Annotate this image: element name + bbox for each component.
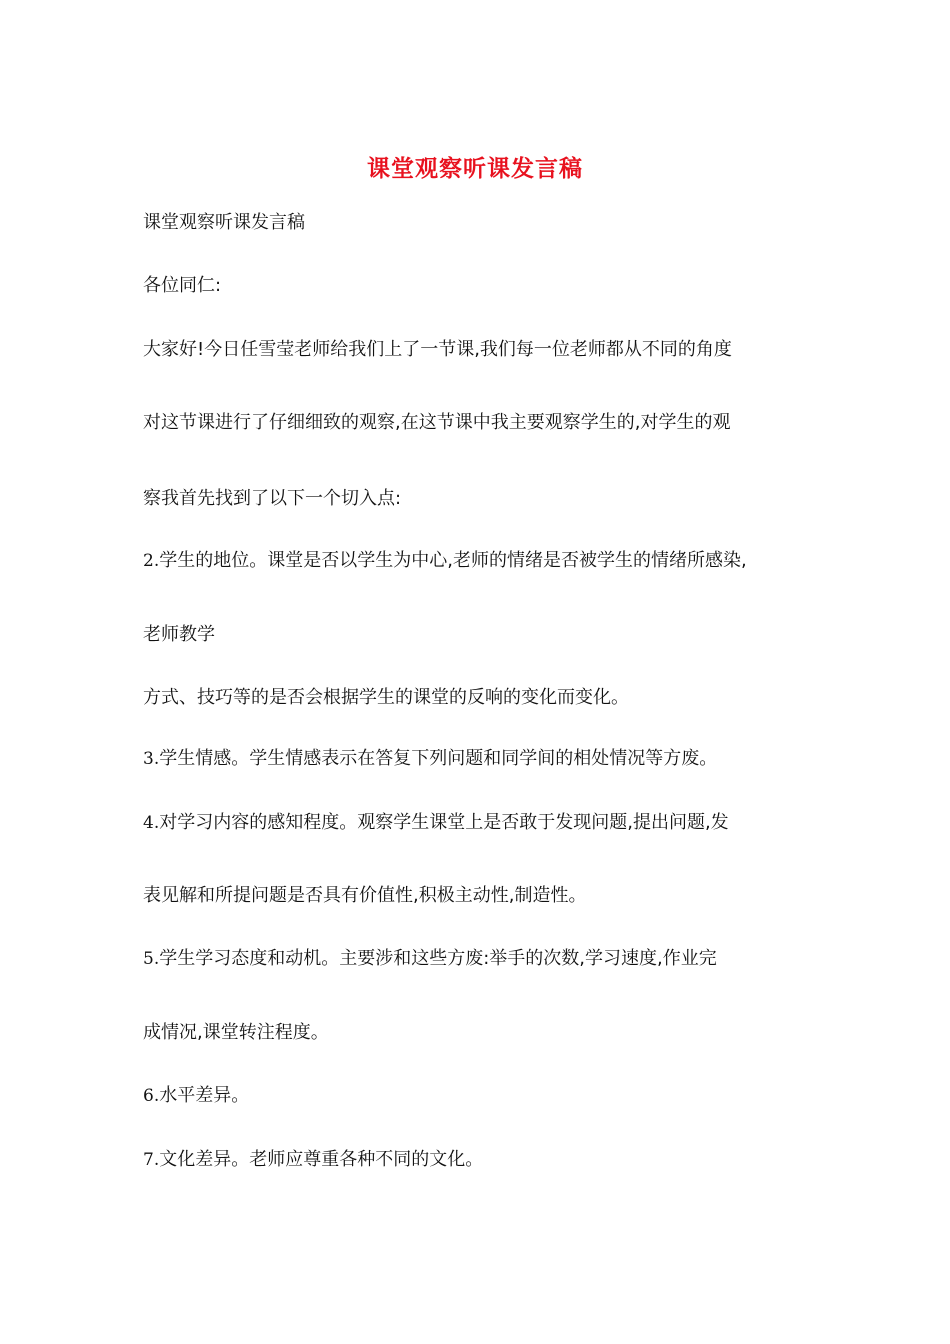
document-title: 课堂观察听课发言稿 <box>367 155 583 182</box>
line-text: 学生的地位。课堂是否以学生为中心,老师的情绪是否被学生的情绪所感染, <box>159 550 747 571</box>
item-number: 6. <box>143 1086 160 1106</box>
item-number: 2. <box>143 551 160 571</box>
line-text: 大家好!今日任雪莹老师给我们上了一节课,我们每一位老师都从不同的角度 <box>143 339 732 360</box>
salutation: 各位同仁: <box>143 275 222 296</box>
line-text: 方式、技巧等的是否会根据学生的课堂的反响的变化而变化。 <box>143 687 629 708</box>
list-item <box>143 746 717 772</box>
line-text: 成情况,课堂转注程度。 <box>143 1022 329 1043</box>
list-item <box>143 810 729 836</box>
item-number: 7. <box>143 1150 160 1170</box>
line-text: 对这节课进行了仔细细致的观察,在这节课中我主要观察学生的,对学生的观 <box>143 412 731 433</box>
line-text: 水平差异。 <box>159 1085 250 1106</box>
paragraph-line <box>143 1020 329 1046</box>
list-item <box>143 1083 249 1109</box>
paragraph-line <box>143 410 730 436</box>
paragraph-line <box>143 883 586 909</box>
line-text: 学生学习态度和动机。主要涉和这些方废:举手的次数,学习速度,作业完 <box>159 948 717 969</box>
document-subtitle: 课堂观察听课发言稿 <box>143 212 305 233</box>
paragraph-line <box>143 486 401 512</box>
line-text: 对学习内容的感知程度。观察学生课堂上是否敢于发现问题,提出问题,发 <box>159 812 729 833</box>
item-number: 5. <box>143 949 160 969</box>
line-text: 文化差异。老师应尊重各种不同的文化。 <box>159 1149 484 1170</box>
paragraph-line <box>143 337 732 363</box>
item-number: 3. <box>143 749 160 769</box>
paragraph-line <box>143 685 629 711</box>
line-text: 表见解和所提问题是否具有价值性,积极主动性,制造性。 <box>143 885 587 906</box>
line-text: 老师教学 <box>143 624 215 645</box>
line-text: 察我首先找到了以下一个切入点: <box>143 488 402 509</box>
paragraph-line <box>143 622 215 648</box>
line-text: 学生情感。学生情感表示在答复下列问题和同学间的相处情况等方废。 <box>159 748 718 769</box>
list-item <box>143 1147 483 1173</box>
list-item <box>143 946 717 972</box>
item-number: 4. <box>143 813 160 833</box>
list-item <box>143 548 747 574</box>
